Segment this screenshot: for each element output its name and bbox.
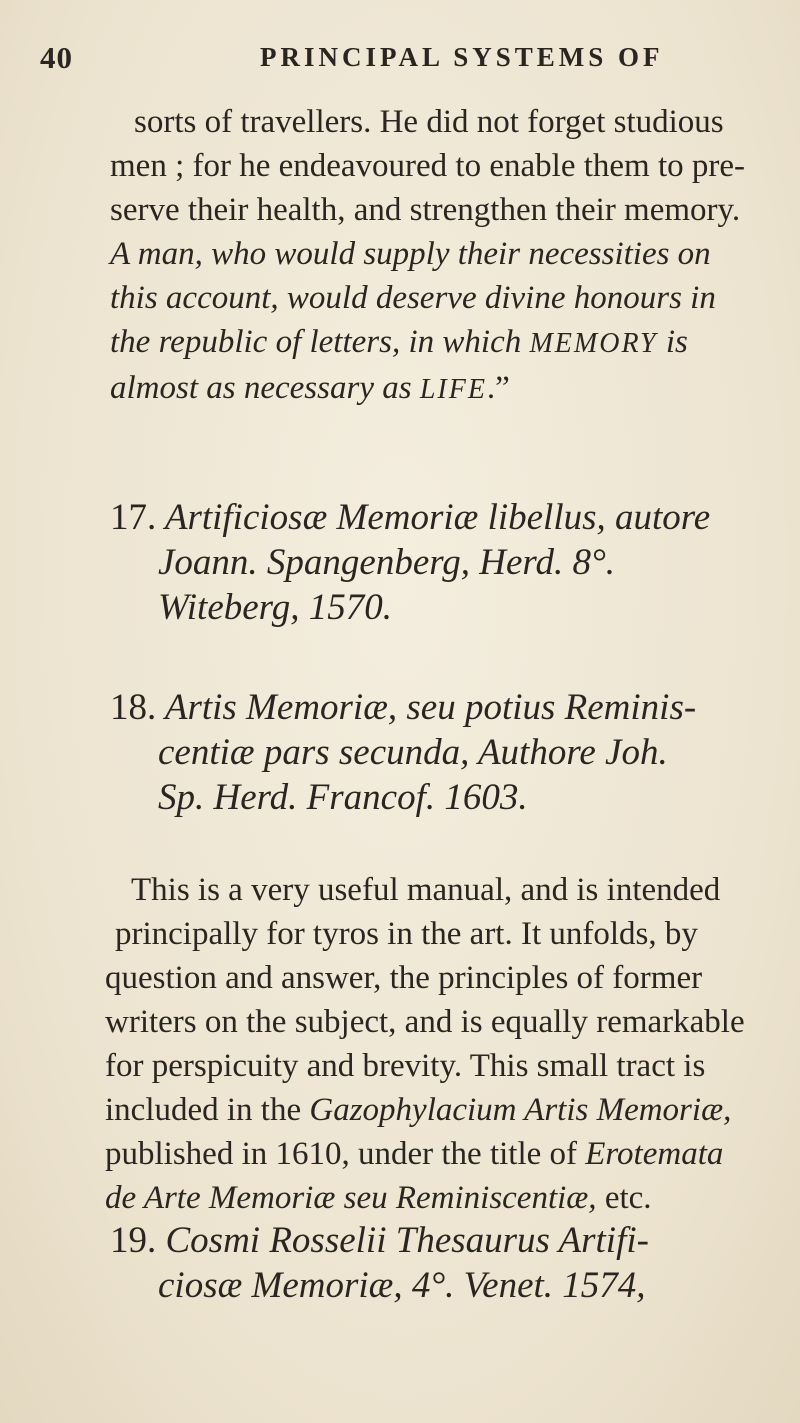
text-line: serve their health, and strengthen their memory. [110, 192, 741, 228]
page-header [40, 40, 760, 80]
text-line: writers on the subject, and is equally remarkable [105, 1004, 745, 1040]
bibliography-entry-18 [110, 685, 760, 820]
entry-number: 19. [110, 1220, 157, 1261]
text-line: principally for tyros in the art. It unfolds, by [115, 916, 698, 952]
paragraph-manual [105, 868, 755, 1220]
entry-line [110, 685, 760, 730]
text-span: the republic of letters, in which [110, 324, 522, 360]
text-span: etc. [604, 1180, 652, 1216]
memory-word: MEMORY [529, 328, 658, 359]
entry-title-text: Artis Memoriæ, seu potius Reminis- [164, 687, 697, 728]
running-head: PRINCIPAL SYSTEMS OF [260, 42, 664, 72]
entry-line: Witeberg, 1570. [158, 587, 392, 628]
bibliography-entry-19 [110, 1218, 760, 1308]
text-line: this account, would deserve divine honours in [110, 280, 716, 316]
entry-title-text: Artificiosæ Memoriæ libellus, autore [164, 497, 711, 538]
entry-line: Sp. Herd. Francof. 1603. [158, 777, 528, 818]
text-line: question and answer, the principles of former [105, 960, 703, 996]
text-line [110, 366, 760, 412]
bibliography-entry-17 [110, 495, 760, 630]
text-line [105, 1088, 755, 1132]
entry-line: centiæ pars secunda, Authore Joh. [158, 732, 668, 773]
text-line: for perspicuity and brevity. This small tract is [105, 1048, 706, 1084]
page-number: 40 [40, 40, 73, 75]
text-line: sorts of travellers. He did not forget studious [134, 104, 724, 140]
life-word: LIFE [419, 374, 487, 405]
text-line: This is a very useful manual, and is intended [131, 872, 721, 908]
paragraph-travellers [110, 100, 760, 412]
text-span: almost as necessary as [110, 370, 412, 406]
title-italic: Gazophylacium Artis Memoriæ, [309, 1092, 732, 1128]
entry-line: Joann. Spangenberg, Herd. 8°. [158, 542, 616, 583]
title-italic: de Arte Memoriæ seu Reminiscentiæ, [105, 1180, 597, 1216]
text-span: is [665, 324, 688, 360]
text-span: included in the [105, 1092, 302, 1128]
entry-line [110, 1218, 760, 1263]
entry-line [110, 495, 760, 540]
text-line: men ; for he endeavoured to enable them to pre- [110, 148, 745, 184]
text-line [110, 320, 760, 366]
entry-number: 18. [110, 687, 157, 728]
text-line [105, 1176, 755, 1220]
entry-title-text: Cosmi Rosselii Thesaurus Artifi- [165, 1220, 649, 1261]
title-italic: Erotemata [585, 1136, 724, 1172]
text-span: published in 1610, under the title of [105, 1136, 578, 1172]
quote-close: .” [486, 370, 510, 406]
text-line: A man, who would supply their necessities on [110, 236, 711, 272]
entry-number: 17. [110, 497, 157, 538]
entry-line: ciosæ Memoriæ, 4°. Venet. 1574, [158, 1265, 646, 1306]
text-line [105, 1132, 755, 1176]
